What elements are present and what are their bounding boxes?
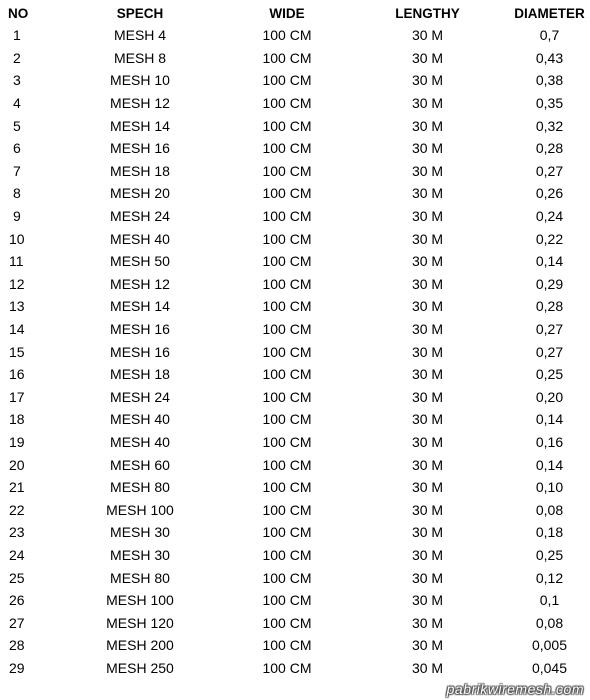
cell-diameter: 0,14 (535, 456, 564, 473)
table-row (0, 431, 590, 454)
cell-wide: 100 CM (262, 501, 312, 518)
cell-no: 18 (9, 411, 25, 428)
cell-no: 6 (13, 140, 21, 157)
cell-spech: MESH 120 (106, 614, 174, 631)
cell-lengthy: 30 M (411, 614, 444, 631)
cell-spech: MESH 40 (110, 433, 170, 450)
cell-no: 5 (13, 117, 21, 134)
cell-spech: MESH 18 (110, 162, 170, 179)
cell-wide: 100 CM (262, 253, 312, 270)
cell-wide: 100 CM (262, 343, 312, 360)
table-row (0, 47, 590, 70)
table-row (0, 408, 590, 431)
table-row (0, 386, 590, 409)
cell-lengthy: 30 M (411, 343, 444, 360)
table-row (0, 250, 590, 273)
spec-table (0, 4, 590, 679)
cell-no: 17 (9, 388, 25, 405)
cell-wide: 100 CM (262, 162, 312, 179)
cell-diameter: 0,28 (535, 298, 564, 315)
cell-lengthy: 30 M (411, 162, 444, 179)
cell-diameter: 0,28 (535, 140, 564, 157)
table-row (0, 114, 590, 137)
header-lengthy: LENGTHY (395, 6, 460, 21)
cell-wide: 100 CM (262, 298, 312, 315)
cell-no: 25 (9, 569, 25, 586)
cell-wide: 100 CM (262, 185, 312, 202)
cell-spech: MESH 16 (110, 321, 170, 338)
cell-spech: MESH 60 (110, 456, 170, 473)
cell-diameter: 0,35 (535, 95, 564, 112)
cell-lengthy: 30 M (411, 49, 444, 66)
cell-no: 8 (13, 185, 21, 202)
cell-wide: 100 CM (262, 72, 312, 89)
cell-wide: 100 CM (262, 433, 312, 450)
cell-diameter: 0,27 (535, 343, 564, 360)
cell-lengthy: 30 M (411, 637, 444, 654)
cell-no: 13 (9, 298, 25, 315)
table-row (0, 340, 590, 363)
cell-diameter: 0,18 (535, 524, 564, 541)
cell-no: 9 (13, 208, 21, 225)
cell-no: 1 (13, 27, 21, 44)
cell-diameter: 0,045 (531, 659, 568, 676)
cell-diameter: 0,22 (535, 230, 564, 247)
table-row (0, 611, 590, 634)
cell-diameter: 0,38 (535, 72, 564, 89)
cell-wide: 100 CM (262, 275, 312, 292)
cell-no: 12 (9, 275, 25, 292)
cell-spech: MESH 8 (113, 49, 167, 66)
cell-spech: MESH 40 (110, 230, 170, 247)
cell-lengthy: 30 M (411, 321, 444, 338)
cell-spech: MESH 12 (110, 275, 170, 292)
cell-diameter: 0,1 (539, 592, 560, 609)
cell-lengthy: 30 M (411, 456, 444, 473)
cell-no: 15 (9, 343, 25, 360)
table-row (0, 137, 590, 160)
cell-no: 10 (9, 230, 25, 247)
cell-diameter: 0,20 (535, 388, 564, 405)
cell-no: 7 (13, 162, 21, 179)
cell-no: 16 (9, 366, 25, 383)
header-no: NO (8, 6, 29, 21)
cell-no: 29 (9, 659, 25, 676)
cell-spech: MESH 14 (110, 117, 170, 134)
cell-lengthy: 30 M (411, 275, 444, 292)
cell-lengthy: 30 M (411, 95, 444, 112)
cell-diameter: 0,005 (531, 637, 568, 654)
cell-wide: 100 CM (262, 614, 312, 631)
table-row (0, 318, 590, 341)
cell-spech: MESH 30 (110, 524, 170, 541)
cell-diameter: 0,14 (535, 253, 564, 270)
cell-no: 21 (9, 479, 25, 496)
cell-no: 22 (9, 501, 25, 518)
cell-spech: MESH 250 (106, 659, 174, 676)
table-row (0, 476, 590, 499)
cell-no: 20 (9, 456, 25, 473)
table-row (0, 24, 590, 47)
table-row (0, 92, 590, 115)
cell-diameter: 0,08 (535, 614, 564, 631)
cell-lengthy: 30 M (411, 569, 444, 586)
cell-lengthy: 30 M (411, 72, 444, 89)
cell-wide: 100 CM (262, 569, 312, 586)
cell-wide: 100 CM (262, 637, 312, 654)
cell-lengthy: 30 M (411, 501, 444, 518)
cell-spech: MESH 80 (110, 479, 170, 496)
cell-lengthy: 30 M (411, 298, 444, 315)
cell-lengthy: 30 M (411, 524, 444, 541)
cell-diameter: 0,25 (535, 546, 564, 563)
cell-spech: MESH 16 (110, 343, 170, 360)
cell-spech: MESH 24 (110, 388, 170, 405)
cell-wide: 100 CM (262, 117, 312, 134)
cell-wide: 100 CM (262, 388, 312, 405)
cell-wide: 100 CM (262, 456, 312, 473)
table-row (0, 160, 590, 183)
header-row (0, 4, 590, 24)
cell-lengthy: 30 M (411, 253, 444, 270)
cell-spech: MESH 24 (110, 208, 170, 225)
cell-spech: MESH 100 (106, 592, 174, 609)
cell-lengthy: 30 M (411, 27, 444, 44)
cell-wide: 100 CM (262, 659, 312, 676)
table-row (0, 634, 590, 657)
cell-no: 2 (13, 49, 21, 66)
table-row (0, 521, 590, 544)
cell-spech: MESH 50 (110, 253, 170, 270)
cell-lengthy: 30 M (411, 592, 444, 609)
cell-no: 27 (9, 614, 25, 631)
cell-wide: 100 CM (262, 366, 312, 383)
cell-spech: MESH 200 (106, 637, 174, 654)
cell-diameter: 0,7 (539, 27, 560, 44)
cell-no: 14 (9, 321, 25, 338)
table-row (0, 182, 590, 205)
cell-lengthy: 30 M (411, 388, 444, 405)
cell-wide: 100 CM (262, 411, 312, 428)
table-row (0, 498, 590, 521)
cell-diameter: 0,29 (535, 275, 564, 292)
cell-no: 24 (9, 546, 25, 563)
cell-no: 3 (13, 72, 21, 89)
table-row (0, 69, 590, 92)
table-header (0, 4, 590, 24)
cell-spech: MESH 4 (113, 27, 167, 44)
cell-wide: 100 CM (262, 592, 312, 609)
table-body (0, 24, 590, 679)
cell-wide: 100 CM (262, 479, 312, 496)
table-row (0, 657, 590, 680)
table-row (0, 363, 590, 386)
table-row (0, 453, 590, 476)
cell-no: 19 (9, 433, 25, 450)
cell-no: 11 (9, 253, 24, 270)
cell-lengthy: 30 M (411, 546, 444, 563)
cell-lengthy: 30 M (411, 140, 444, 157)
cell-lengthy: 30 M (411, 411, 444, 428)
cell-diameter: 0,27 (535, 162, 564, 179)
cell-spech: MESH 18 (110, 366, 170, 383)
cell-spech: MESH 14 (110, 298, 170, 315)
table-row (0, 566, 590, 589)
table-row (0, 589, 590, 612)
cell-wide: 100 CM (262, 524, 312, 541)
cell-lengthy: 30 M (411, 479, 444, 496)
cell-spech: MESH 10 (110, 72, 170, 89)
cell-lengthy: 30 M (411, 433, 444, 450)
cell-lengthy: 30 M (411, 185, 444, 202)
cell-spech: MESH 80 (110, 569, 170, 586)
header-wide: WIDE (269, 6, 305, 21)
cell-lengthy: 30 M (411, 366, 444, 383)
cell-diameter: 0,25 (535, 366, 564, 383)
table-row (0, 227, 590, 250)
cell-diameter: 0,10 (535, 479, 564, 496)
cell-lengthy: 30 M (411, 117, 444, 134)
cell-diameter: 0,27 (535, 321, 564, 338)
cell-diameter: 0,26 (535, 185, 564, 202)
cell-spech: MESH 12 (110, 95, 170, 112)
cell-diameter: 0,32 (535, 117, 564, 134)
table-row (0, 205, 590, 228)
cell-wide: 100 CM (262, 140, 312, 157)
cell-lengthy: 30 M (411, 230, 444, 247)
cell-spech: MESH 30 (110, 546, 170, 563)
cell-lengthy: 30 M (411, 208, 444, 225)
table-row (0, 295, 590, 318)
cell-no: 4 (13, 95, 21, 112)
cell-wide: 100 CM (262, 95, 312, 112)
cell-wide: 100 CM (262, 546, 312, 563)
cell-diameter: 0,08 (535, 501, 564, 518)
cell-wide: 100 CM (262, 321, 312, 338)
cell-diameter: 0,14 (535, 411, 564, 428)
cell-diameter: 0,12 (535, 569, 564, 586)
cell-no: 23 (9, 524, 25, 541)
cell-no: 26 (9, 592, 25, 609)
table-row (0, 273, 590, 296)
cell-diameter: 0,43 (535, 49, 564, 66)
cell-diameter: 0,24 (535, 208, 564, 225)
cell-wide: 100 CM (262, 230, 312, 247)
cell-wide: 100 CM (262, 27, 312, 44)
cell-spech: MESH 16 (110, 140, 170, 157)
cell-spech: MESH 100 (106, 501, 174, 518)
cell-spech: MESH 20 (110, 185, 170, 202)
cell-spech: MESH 40 (110, 411, 170, 428)
header-spech: SPECH (116, 6, 164, 21)
table-row (0, 544, 590, 567)
cell-diameter: 0,16 (535, 433, 564, 450)
cell-no: 28 (9, 637, 25, 654)
cell-wide: 100 CM (262, 208, 312, 225)
cell-wide: 100 CM (262, 49, 312, 66)
watermark: pabrikwiremesh.com (446, 681, 584, 697)
header-diameter: DIAMETER (514, 6, 585, 21)
cell-lengthy: 30 M (411, 659, 444, 676)
